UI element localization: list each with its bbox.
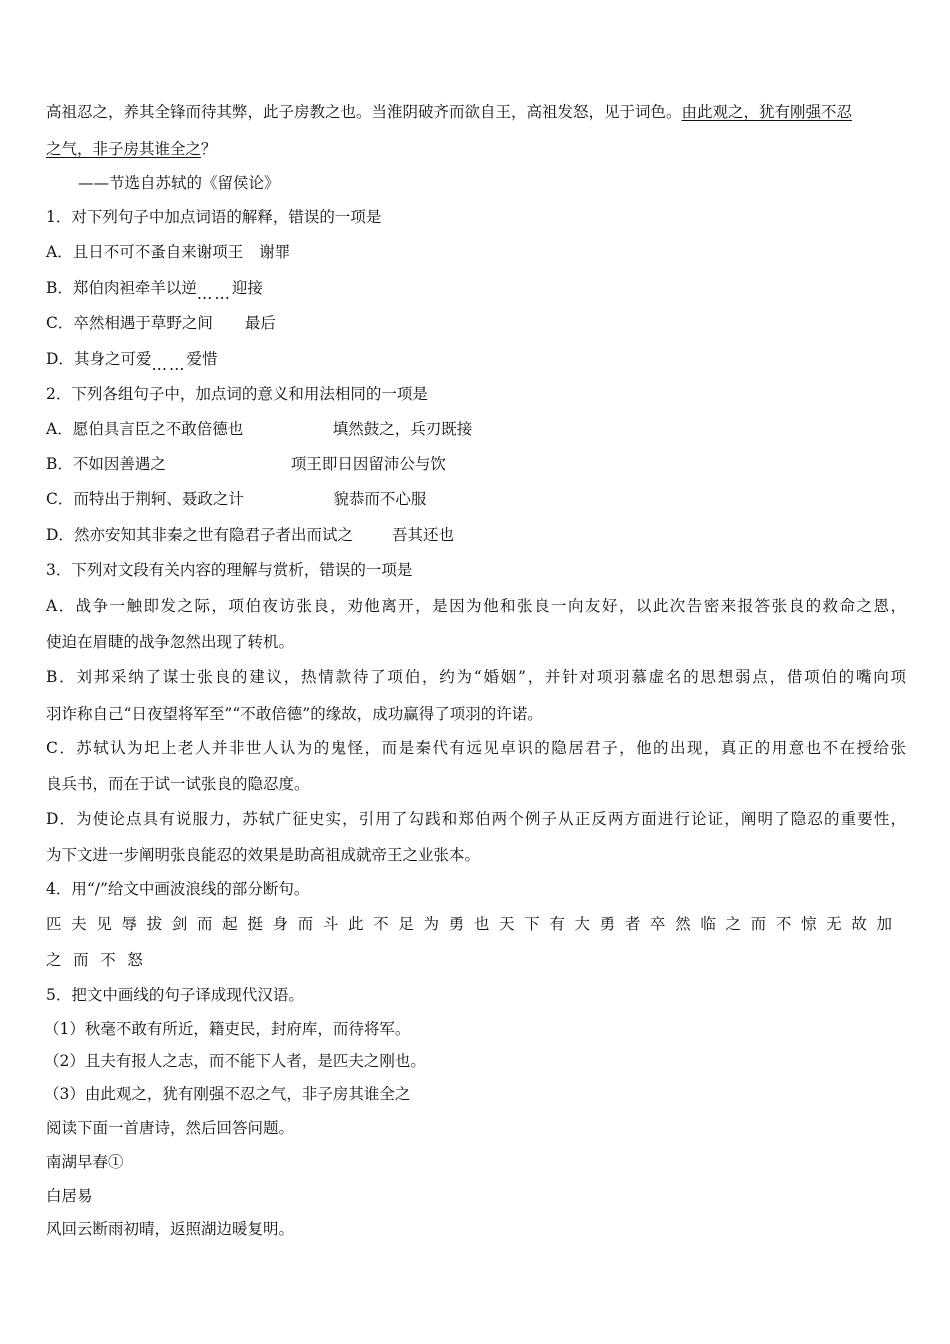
q3-stem: 3．下列对文段有关内容的理解与赏析，错误的一项是 (46, 561, 413, 579)
q3-option-d-line-1: D．为使论点具有说服力，苏轼广征史实，引用了勾践和郑伯两个例子从正反两方面进行论证，阐明了隐忍的重要性， (46, 810, 906, 828)
q5-stem: 5．把文中画线的句子译成现代汉语。 (46, 986, 304, 1004)
q3-option-b-line-1: B．刘邦采纳了谋士张良的建议，热情款待了项伯，约为“婚姻”，并针对项羽慕虚名的思想弱点，借项伯的嘴向项 (46, 668, 906, 686)
passage-punct: ？ (201, 140, 217, 158)
option-sentence: 其身之可爱 (73, 350, 152, 368)
q2-stem: 2．下列各组句子中，加点词的意义和用法相同的一项是 (46, 385, 428, 403)
q2-option-a (46, 419, 906, 439)
q2-option-c (46, 489, 906, 509)
q1-option-b (46, 278, 906, 303)
option-label: D． (46, 350, 74, 368)
underlined-sentence-end: 之气，非子房其谁全之 (46, 140, 202, 158)
option-label: A． (46, 243, 73, 261)
q1-option-d (46, 349, 906, 374)
q1-option-a (46, 242, 906, 262)
poem-author: 白居易 (46, 1187, 93, 1205)
option-left: 愿伯具言臣之不敢倍德也 (72, 420, 244, 438)
q2-option-d (46, 525, 906, 545)
q4-unpunctuated-line-2: 之而不怒 (46, 951, 155, 969)
passage-text: 高祖忍之，养其全锋而待其弊，此子房教之也。当淮阴破齐而欲自王，高祖发怒，见于词色。 (46, 103, 682, 121)
q2-option-b (46, 454, 906, 474)
q3-option-a-line-1: A．战争一触即发之际，项伯夜访张良，劝他离开，是因为他和张良一向友好，以此次告密来报答张良的救命之恩， (46, 597, 906, 615)
q3-option-c-line-2: 良兵书，而在于试一试张良的隐忍度。 (46, 775, 310, 793)
underlined-sentence-start: 由此观之，犹有刚强不忍 (681, 103, 853, 121)
option-sentence: 且日不可不蚤自来谢项王 (72, 243, 244, 261)
option-left: 不如因善遇之 (72, 455, 166, 473)
emphasis-dots: …… (196, 285, 232, 303)
option-label: B． (46, 455, 73, 473)
poem-title: 南湖早春① (46, 1153, 124, 1171)
option-label: B． (46, 279, 73, 297)
option-left: 而特出于荆轲、聂政之计 (73, 490, 244, 508)
option-right: 貌恭而不心服 (333, 490, 427, 508)
poem-intro: 阅读下面一首唐诗，然后回答问题。 (46, 1119, 295, 1137)
q5-item-2: （2）且夫有报人之志，而不能下人者，是匹夫之刚也。 (44, 1052, 426, 1070)
q5-item-3: （3）由此观之，犹有刚强不忍之气，非子房其谁全之 (44, 1085, 411, 1103)
option-explanation: 迎接 (231, 279, 263, 297)
option-label: C． (46, 490, 74, 508)
option-right: 吾其还也 (391, 526, 454, 544)
q3-option-a-line-2: 使迫在眉睫的战争忽然出现了转机。 (46, 633, 295, 651)
passage-line-2 (46, 139, 906, 159)
option-explanation: 谢罪 (259, 243, 291, 261)
option-label: A． (46, 420, 73, 438)
option-right: 填然鼓之，兵刃既接 (332, 420, 473, 438)
option-explanation: 最后 (244, 314, 276, 332)
q3-option-b-line-2: 羽诈称自己“日夜望将军至”“不敢倍德”的缘故，成功赢得了项羽的许诺。 (46, 705, 543, 723)
option-left: 然亦安知其非秦之世有隐君子者出而试之 (73, 526, 353, 544)
q3-option-c-line-1: C．苏轼认为圯上老人并非世人认为的鬼怪，而是秦代有远见卓识的隐居君子，他的出现，真正的用意也不在授给张 (46, 739, 906, 757)
q4-unpunctuated-line-1: 匹夫见辱拔剑而起挺身而斗此不足为勇也天下有大勇者卒然临之而不惊无故加 (46, 915, 892, 933)
option-right: 项王即日因留沛公与饮 (290, 455, 446, 473)
poem-line-1: 风回云断雨初晴，返照湖边暖复明。 (46, 1220, 295, 1238)
q5-item-1: （1）秋毫不敢有所近，籍吏民，封府库，而待将军。 (44, 1020, 411, 1038)
q3-option-d-line-2: 为下文进一步阐明张良能忍的效果是助高祖成就帝王之业张本。 (46, 846, 481, 864)
emphasis-dots: …… (151, 356, 187, 374)
passage-line-1 (46, 102, 906, 122)
option-label: C． (46, 314, 74, 332)
q1-stem: 1．对下列句子中加点词语的解释，错误的一项是 (46, 208, 382, 226)
q4-stem: 4．用“/”给文中画波浪线的部分断句。 (46, 880, 310, 898)
q1-option-c (46, 313, 906, 333)
option-explanation: 爱惜 (186, 350, 218, 368)
option-label: D． (46, 526, 74, 544)
option-sentence: 郑伯肉袒牵羊以逆 (72, 279, 197, 297)
option-sentence: 卒然相遇于草野之间 (73, 314, 213, 332)
passage-source: ——节选自苏轼的《留侯论》 (78, 174, 280, 192)
